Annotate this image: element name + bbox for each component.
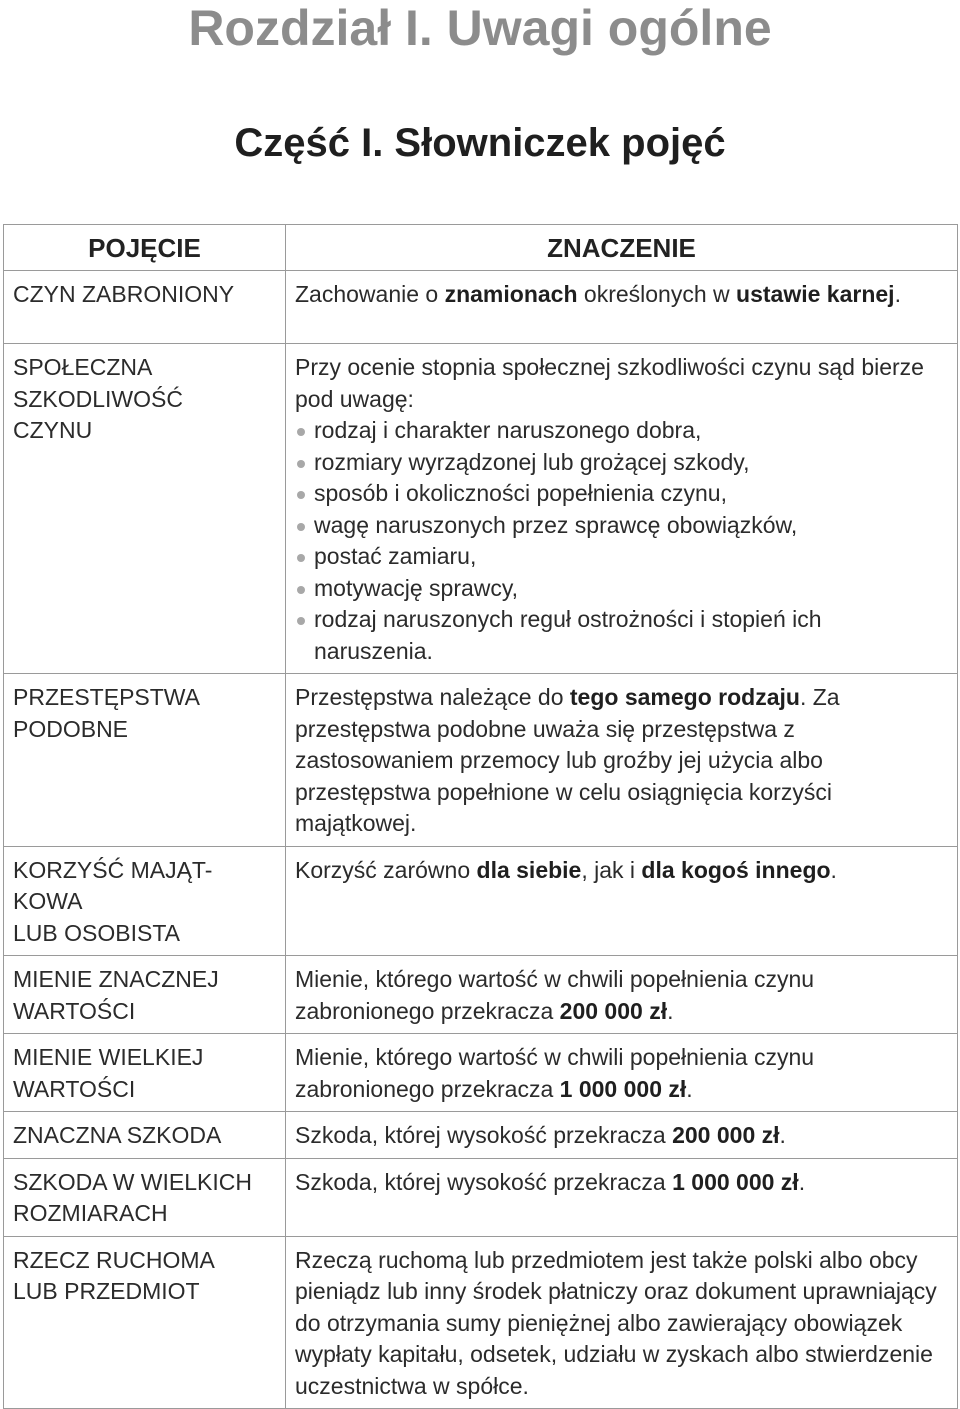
definition-text: Korzyść zarówno dla siebie, jak i dla kogoś innego. [295, 856, 837, 883]
definition-cell [286, 674, 958, 847]
term-label-line: LUB OSOBISTA [13, 919, 181, 946]
part-title: Część I. Słowniczek pojęć [234, 121, 726, 165]
definition-intro: Przy ocenie stopnia społecznej szkodliwości czynu sąd bierze pod uwagę: [295, 354, 924, 412]
term-label-line: MIENIE WIELKIEJ [13, 1044, 204, 1070]
term-cell [4, 674, 286, 847]
list-item: postać zamiaru, [295, 541, 937, 573]
definition-text: Mienie, którego wartość w chwili popełnienia czynu zabronionego przekracza 200 000 zł. [295, 966, 815, 1024]
definition-cell [286, 1236, 958, 1409]
term-label-line: WARTOŚCI [13, 1075, 136, 1102]
header-term: POJĘCIE [4, 225, 286, 271]
table-row [4, 1236, 958, 1409]
criteria-list [295, 415, 937, 667]
table-row [4, 1158, 958, 1236]
table-header-row [4, 225, 958, 271]
table-row [4, 956, 958, 1034]
term-cell [4, 1236, 286, 1409]
definition-text: Mienie, którego wartość w chwili popełnienia czynu zabronionego przekracza 1 000 000 zł. [295, 1044, 815, 1102]
table-row [4, 1112, 958, 1159]
term-label-line: SZKODA W WIELKICH [13, 1168, 252, 1195]
list-item: sposób i okoliczności popełnienia czynu, [295, 478, 937, 510]
term-label-line: SPOŁECZNA [13, 354, 153, 380]
definition-text: Przestępstwa należące do tego samego rodzaju. Za przestępstwa podobne uważa się przestępstwa z zastosowaniem przemocy lub groźby jej użycia albo przestępstwa popełnione w celu osiągnięcia korzyści majątkowej. [295, 684, 840, 836]
table-row [4, 674, 958, 847]
term-cell [4, 956, 286, 1034]
term-label-line: PRZESTĘPSTWA [13, 684, 200, 710]
definition-text: Szkoda, której wysokość przekracza 1 000 000 zł. [295, 1168, 806, 1195]
list-item: rodzaj naruszonych reguł ostrożności i stopień ich naruszenia. [295, 604, 937, 667]
chapter-title: Rozdział I. Uwagi ogólne [188, 0, 772, 56]
definition-cell [286, 956, 958, 1034]
term-label-line: KOWA [13, 888, 83, 914]
term-cell [4, 344, 286, 674]
header-definition: ZNACZENIE [286, 225, 958, 271]
term-label-line: ROZMIARACH [13, 1200, 168, 1226]
list-item: rodzaj i charakter naruszonego dobra, [295, 415, 937, 447]
definition-cell [286, 271, 958, 344]
term-label-line: MIENIE ZNACZNEJ [13, 966, 219, 992]
definition-cell [286, 344, 958, 674]
glossary-table [3, 224, 958, 1409]
definition-text: Szkoda, której wysokość przekracza 200 000 zł. [295, 1122, 786, 1148]
definition-cell [286, 846, 958, 956]
table-row [4, 846, 958, 956]
definition-cell [286, 1158, 958, 1236]
table-row [4, 344, 958, 674]
term-label-line: LUB PRZEDMIOT [13, 1278, 200, 1304]
term-cell [4, 1034, 286, 1112]
term-cell [4, 1158, 286, 1236]
term-label: CZYN ZABRONIONY [13, 281, 235, 307]
definition-text: Rzeczą ruchomą lub przedmiotem jest także polski albo obcy pieniądz lub inny środek płatniczy oraz dokument uprawniający do otrzymania sumy pieniężnej albo zawierający obowiązek wypłaty kapitału, odsetek, udziału w zyskach albo stwierdzenie uczestnictwa w spółce. [295, 1246, 937, 1399]
term-cell [4, 1112, 286, 1159]
term-label-line: WARTOŚCI [13, 997, 136, 1024]
definition-text: Zachowanie o znamionach określonych w ustawie karnej. [295, 281, 901, 307]
table-row [4, 1034, 958, 1112]
term-label-line: KORZYŚĆ MAJĄT- [13, 856, 213, 883]
term-label-line: RZECZ RUCHOMA [13, 1246, 215, 1273]
term-cell [4, 271, 286, 344]
definition-cell [286, 1112, 958, 1159]
list-item: wagę naruszonych przez sprawcę obowiązków, [295, 510, 937, 542]
term-label-line: PODOBNE [13, 715, 129, 742]
term-label: ZNACZNA SZKODA [13, 1122, 222, 1148]
term-label-line: SZKODLIWOŚĆ [13, 385, 183, 412]
term-label-line: CZYNU [13, 417, 93, 443]
list-item: motywację sprawcy, [295, 573, 937, 605]
definition-cell [286, 1034, 958, 1112]
list-item: rozmiary wyrządzonej lub grożącej szkody, [295, 447, 937, 479]
term-cell [4, 846, 286, 956]
table-row [4, 271, 958, 344]
